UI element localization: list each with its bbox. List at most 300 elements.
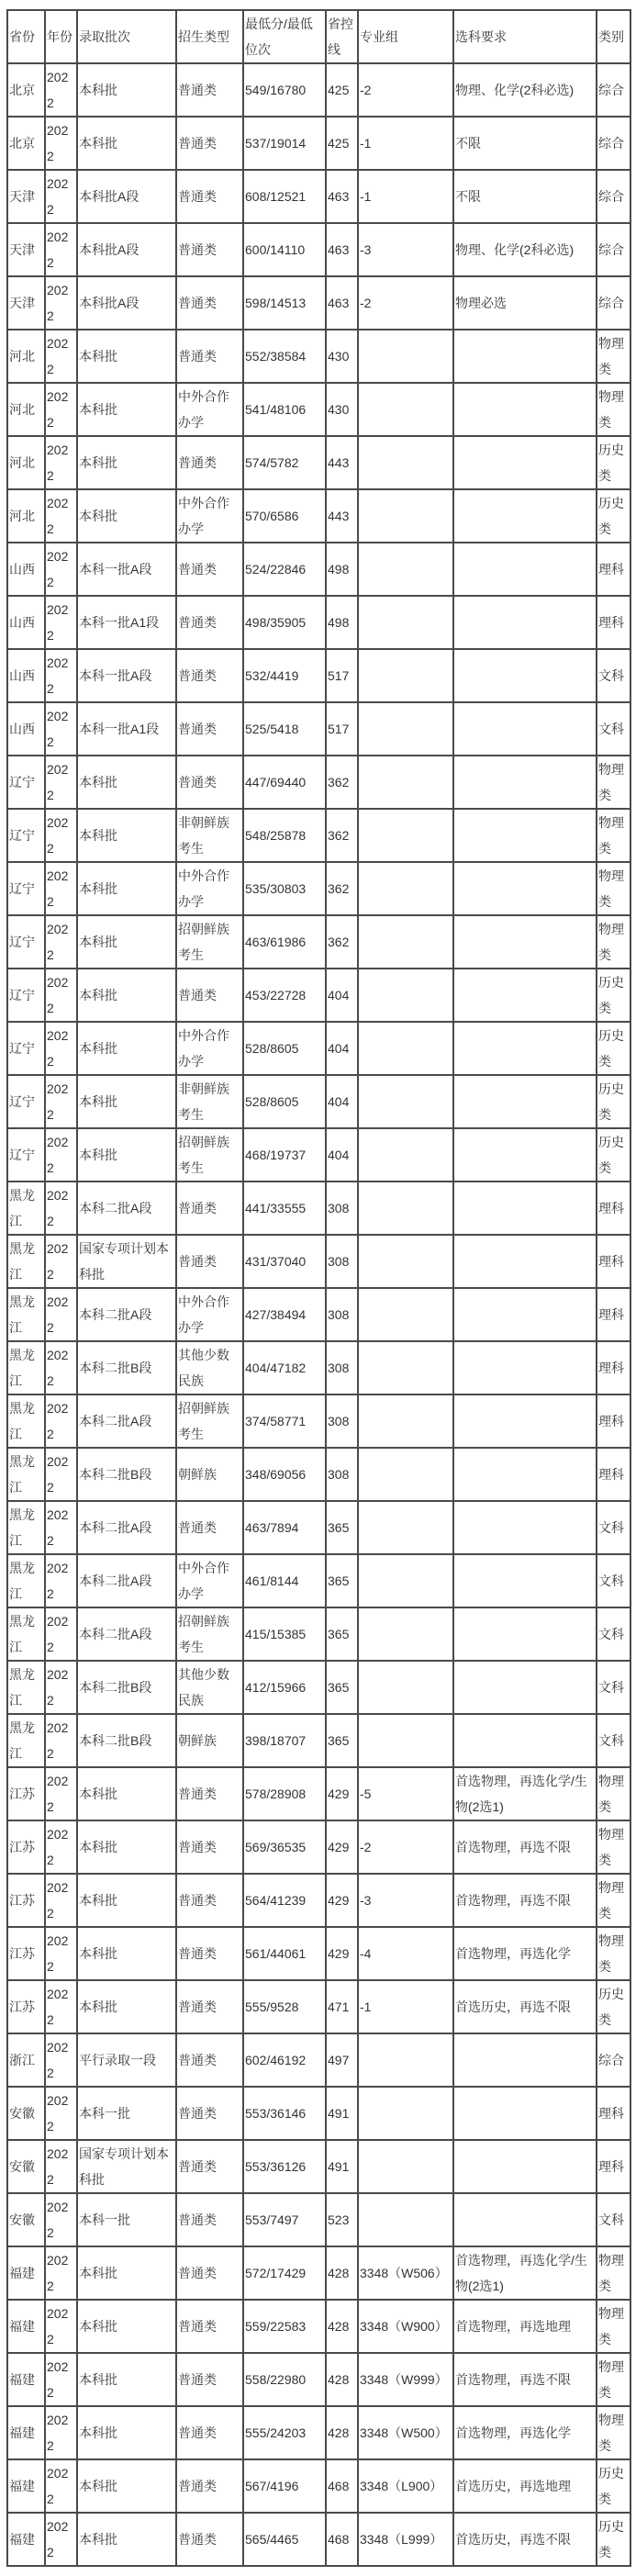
table-cell: 537/19014	[243, 117, 326, 170]
table-cell: 江苏	[7, 1980, 45, 2033]
table-cell: 430	[326, 383, 358, 436]
table-cell: 468	[326, 2459, 358, 2513]
table-cell: 普通类	[176, 702, 243, 756]
table-cell: 本科批	[77, 2513, 176, 2566]
table-row	[7, 383, 630, 436]
table-cell: 物理类	[597, 809, 630, 862]
table-cell: 中外合作办学	[176, 489, 243, 543]
table-cell: 普通类	[176, 969, 243, 1022]
table-cell: -1	[358, 170, 453, 223]
table-cell	[453, 1607, 597, 1661]
table-cell: 565/4465	[243, 2513, 326, 2566]
table-cell: 2022	[45, 1980, 77, 2033]
table-cell	[358, 543, 453, 596]
table-row	[7, 2087, 630, 2140]
table-row	[7, 1767, 630, 1820]
table-cell: 本科批	[77, 436, 176, 489]
table-cell: 本科批	[77, 489, 176, 543]
table-cell: 普通类	[176, 596, 243, 649]
table-cell: 2022	[45, 756, 77, 809]
table-cell	[358, 1288, 453, 1341]
table-cell: 天津	[7, 223, 45, 276]
table-cell: 308	[326, 1448, 358, 1501]
table-row	[7, 543, 630, 596]
table-cell	[358, 330, 453, 383]
table-cell: 本科批A段	[77, 223, 176, 276]
table-cell: 山西	[7, 596, 45, 649]
table-row	[7, 2300, 630, 2353]
table-cell: 2022	[45, 649, 77, 702]
table-cell: 理科	[597, 1182, 630, 1235]
table-cell: 物理、化学(2科必选)	[453, 63, 597, 117]
table-cell: -2	[358, 63, 453, 117]
table-cell: 541/48106	[243, 383, 326, 436]
table-cell: 首选物理，再选地理	[453, 2300, 597, 2353]
col-header-subject-requirement: 选科要求	[453, 10, 597, 63]
table-cell: 532/4419	[243, 649, 326, 702]
table-cell: 辽宁	[7, 1128, 45, 1182]
table-cell: 2022	[45, 1448, 77, 1501]
table-cell: 404	[326, 1128, 358, 1182]
table-cell: 468/19737	[243, 1128, 326, 1182]
table-cell: 428	[326, 2406, 358, 2459]
table-cell: 首选物理，再选化学	[453, 2406, 597, 2459]
table-cell	[453, 1448, 597, 1501]
table-cell: 553/7497	[243, 2193, 326, 2246]
table-cell	[453, 702, 597, 756]
table-row	[7, 223, 630, 276]
table-cell	[358, 1128, 453, 1182]
table-row	[7, 1448, 630, 1501]
table-cell: 2022	[45, 63, 77, 117]
table-cell: 文科	[597, 1501, 630, 1554]
table-cell: 本科二批A段	[77, 1554, 176, 1607]
table-cell: 412/15966	[243, 1661, 326, 1714]
table-cell: 2022	[45, 170, 77, 223]
table-cell: 安徽	[7, 2140, 45, 2193]
table-cell: -1	[358, 117, 453, 170]
table-row	[7, 2353, 630, 2406]
table-cell: 普通类	[176, 1874, 243, 1927]
table-cell	[358, 2193, 453, 2246]
table-cell: 本科批	[77, 1075, 176, 1128]
table-cell: 428	[326, 2246, 358, 2300]
table-cell: 本科批	[77, 330, 176, 383]
table-cell: 本科二批B段	[77, 1448, 176, 1501]
table-cell: 2022	[45, 1394, 77, 1448]
table-cell: 2022	[45, 862, 77, 915]
table-cell: 普通类	[176, 2459, 243, 2513]
table-cell: 普通类	[176, 543, 243, 596]
table-cell: 浙江	[7, 2033, 45, 2087]
table-cell: 首选历史，再选不限	[453, 1980, 597, 2033]
table-cell: 物理类	[597, 2353, 630, 2406]
table-cell: 524/22846	[243, 543, 326, 596]
table-cell	[358, 915, 453, 969]
table-cell: 招朝鲜族考生	[176, 915, 243, 969]
table-cell	[358, 1394, 453, 1448]
table-row	[7, 1554, 630, 1607]
table-cell: 2022	[45, 1554, 77, 1607]
table-cell: 3348（L999）	[358, 2513, 453, 2566]
table-cell: 物理类	[597, 756, 630, 809]
table-header	[7, 10, 630, 63]
admission-scores-table	[6, 9, 631, 2567]
table-cell: 608/12521	[243, 170, 326, 223]
table-cell	[453, 809, 597, 862]
table-row	[7, 596, 630, 649]
table-cell: 普通类	[176, 2033, 243, 2087]
table-cell: 理科	[597, 543, 630, 596]
table-cell: 600/14110	[243, 223, 326, 276]
table-cell: 本科二批A段	[77, 1607, 176, 1661]
table-cell: 黑龙江	[7, 1448, 45, 1501]
table-cell	[453, 1714, 597, 1767]
table-cell: 本科批	[77, 915, 176, 969]
table-cell: 本科一批A段	[77, 543, 176, 596]
table-row	[7, 489, 630, 543]
table-cell	[358, 489, 453, 543]
col-header-batch: 录取批次	[77, 10, 176, 63]
table-cell: 普通类	[176, 2193, 243, 2246]
table-cell: 普通类	[176, 1927, 243, 1980]
table-cell: 567/4196	[243, 2459, 326, 2513]
table-cell	[453, 2140, 597, 2193]
table-cell: 普通类	[176, 2087, 243, 2140]
table-cell: 398/18707	[243, 1714, 326, 1767]
table-cell: 辽宁	[7, 862, 45, 915]
table-cell: 2022	[45, 117, 77, 170]
table-cell	[453, 2193, 597, 2246]
table-cell: 本科批	[77, 2459, 176, 2513]
table-cell	[453, 543, 597, 596]
table-cell: 本科批	[77, 756, 176, 809]
table-cell: 463/61986	[243, 915, 326, 969]
table-cell: 本科批	[77, 969, 176, 1022]
table-cell: 首选物理，再选不限	[453, 1874, 597, 1927]
table-cell	[453, 436, 597, 489]
table-cell: 物理类	[597, 1820, 630, 1874]
table-row	[7, 756, 630, 809]
table-cell: 物理类	[597, 2300, 630, 2353]
table-cell: 2022	[45, 969, 77, 1022]
table-cell	[358, 2033, 453, 2087]
table-cell: 2022	[45, 1128, 77, 1182]
table-cell: 525/5418	[243, 702, 326, 756]
table-cell: 2022	[45, 809, 77, 862]
table-cell: 308	[326, 1394, 358, 1448]
table-cell: 308	[326, 1182, 358, 1235]
table-cell: 3348（W900）	[358, 2300, 453, 2353]
table-cell: 历史类	[597, 1075, 630, 1128]
table-cell	[453, 1075, 597, 1128]
table-cell: 365	[326, 1714, 358, 1767]
table-cell	[358, 756, 453, 809]
table-cell: 理科	[597, 1448, 630, 1501]
table-cell: 辽宁	[7, 809, 45, 862]
table-cell: 3348（W506）	[358, 2246, 453, 2300]
table-row	[7, 915, 630, 969]
table-cell: 中外合作办学	[176, 383, 243, 436]
table-row	[7, 170, 630, 223]
table-cell: 本科二批B段	[77, 1714, 176, 1767]
table-cell: 天津	[7, 276, 45, 330]
table-cell: 2022	[45, 2246, 77, 2300]
table-cell: 朝鲜族	[176, 1448, 243, 1501]
table-cell	[453, 1288, 597, 1341]
table-cell: 物理类	[597, 1874, 630, 1927]
table-cell: 2022	[45, 2193, 77, 2246]
table-cell: 2022	[45, 2353, 77, 2406]
table-cell: 中外合作办学	[176, 1554, 243, 1607]
table-cell	[358, 862, 453, 915]
table-cell: 辽宁	[7, 1075, 45, 1128]
table-cell: 2022	[45, 2033, 77, 2087]
table-cell: 历史类	[597, 436, 630, 489]
table-cell: 平行录取一段	[77, 2033, 176, 2087]
table-cell	[358, 1022, 453, 1075]
table-cell: 普通类	[176, 63, 243, 117]
table-cell: 528/8605	[243, 1022, 326, 1075]
table-cell: 2022	[45, 2300, 77, 2353]
table-cell: 理科	[597, 2140, 630, 2193]
table-cell	[358, 969, 453, 1022]
table-cell: 辽宁	[7, 756, 45, 809]
table-cell	[453, 2033, 597, 2087]
table-cell	[358, 1448, 453, 1501]
table-cell: 物理、化学(2科必选)	[453, 223, 597, 276]
table-cell	[453, 596, 597, 649]
table-cell: 河北	[7, 383, 45, 436]
table-cell: 历史类	[597, 969, 630, 1022]
table-cell: 498	[326, 596, 358, 649]
table-cell	[453, 1554, 597, 1607]
table-row	[7, 702, 630, 756]
table-cell: 普通类	[176, 1820, 243, 1874]
table-cell: 2022	[45, 436, 77, 489]
table-cell: 2022	[45, 1767, 77, 1820]
table-cell: 不限	[453, 170, 597, 223]
table-row	[7, 2459, 630, 2513]
table-cell: 本科批	[77, 1874, 176, 1927]
table-cell	[358, 2087, 453, 2140]
table-cell: 2022	[45, 276, 77, 330]
table-cell: 物理类	[597, 330, 630, 383]
table-cell: 理科	[597, 1394, 630, 1448]
table-cell: 历史类	[597, 2459, 630, 2513]
table-cell: 普通类	[176, 2300, 243, 2353]
table-cell: 山西	[7, 649, 45, 702]
table-cell: 其他少数民族	[176, 1661, 243, 1714]
table-cell: 不限	[453, 117, 597, 170]
table-cell: 历史类	[597, 489, 630, 543]
table-cell: 3348（W500）	[358, 2406, 453, 2459]
table-cell: 523	[326, 2193, 358, 2246]
table-cell	[358, 1501, 453, 1554]
table-cell: 北京	[7, 63, 45, 117]
table-cell: 普通类	[176, 1501, 243, 1554]
table-cell: 497	[326, 2033, 358, 2087]
table-cell: 578/28908	[243, 1767, 326, 1820]
table-cell: 辽宁	[7, 1022, 45, 1075]
table-row	[7, 1235, 630, 1288]
table-cell: 468	[326, 2513, 358, 2566]
table-cell: 中外合作办学	[176, 1288, 243, 1341]
table-cell: 本科批	[77, 1128, 176, 1182]
table-cell: 物理类	[597, 915, 630, 969]
table-cell: 物理类	[597, 1767, 630, 1820]
table-cell: 本科二批B段	[77, 1661, 176, 1714]
table-cell: 3348（W999）	[358, 2353, 453, 2406]
table-cell: 国家专项计划本科批	[77, 2140, 176, 2193]
table-body	[7, 63, 630, 2566]
table-cell: 普通类	[176, 756, 243, 809]
table-cell	[358, 596, 453, 649]
table-cell: 498	[326, 543, 358, 596]
table-cell: 362	[326, 756, 358, 809]
table-cell	[358, 649, 453, 702]
table-cell: 黑龙江	[7, 1235, 45, 1288]
col-header-enroll-type: 招生类型	[176, 10, 243, 63]
table-row	[7, 649, 630, 702]
table-row	[7, 1714, 630, 1767]
table-cell	[453, 756, 597, 809]
table-row	[7, 1075, 630, 1128]
table-cell: 黑龙江	[7, 1182, 45, 1235]
table-cell	[453, 649, 597, 702]
table-cell: 黑龙江	[7, 1661, 45, 1714]
table-cell: 362	[326, 809, 358, 862]
table-cell	[358, 1661, 453, 1714]
table-cell: 429	[326, 1927, 358, 1980]
table-cell: 429	[326, 1874, 358, 1927]
table-row	[7, 63, 630, 117]
table-cell: 普通类	[176, 436, 243, 489]
table-cell: 441/33555	[243, 1182, 326, 1235]
table-cell: 453/22728	[243, 969, 326, 1022]
table-cell: 物理类	[597, 383, 630, 436]
table-cell: 本科一批A1段	[77, 702, 176, 756]
table-cell: 河北	[7, 436, 45, 489]
table-cell: 2022	[45, 2459, 77, 2513]
table-cell: 2022	[45, 1661, 77, 1714]
table-cell	[358, 1554, 453, 1607]
table-cell: 2022	[45, 596, 77, 649]
table-cell: 2022	[45, 543, 77, 596]
table-cell: 348/69056	[243, 1448, 326, 1501]
table-cell: 365	[326, 1501, 358, 1554]
table-cell: 历史类	[597, 1980, 630, 2033]
table-cell: 首选物理，再选不限	[453, 1820, 597, 1874]
table-cell: 本科批	[77, 2300, 176, 2353]
table-cell: 374/58771	[243, 1394, 326, 1448]
table-row	[7, 1980, 630, 2033]
table-cell: 本科批	[77, 862, 176, 915]
table-row	[7, 436, 630, 489]
table-cell: 辽宁	[7, 969, 45, 1022]
table-row	[7, 1394, 630, 1448]
table-cell	[358, 1235, 453, 1288]
table-row	[7, 2193, 630, 2246]
table-cell	[453, 2087, 597, 2140]
table-cell: 招朝鲜族考生	[176, 1128, 243, 1182]
table-cell: 559/22583	[243, 2300, 326, 2353]
table-cell: 本科批	[77, 809, 176, 862]
table-cell: 569/36535	[243, 1820, 326, 1874]
table-cell: 普通类	[176, 2246, 243, 2300]
table-cell: 本科批	[77, 63, 176, 117]
table-cell: 2022	[45, 1341, 77, 1394]
table-cell	[358, 436, 453, 489]
table-cell: 429	[326, 1767, 358, 1820]
table-cell: -4	[358, 1927, 453, 1980]
table-cell: 山西	[7, 702, 45, 756]
table-cell: 429	[326, 1820, 358, 1874]
table-cell: 2022	[45, 1820, 77, 1874]
table-cell: 本科批	[77, 117, 176, 170]
table-cell: 428	[326, 2353, 358, 2406]
table-cell: 362	[326, 862, 358, 915]
table-cell: 黑龙江	[7, 1714, 45, 1767]
table-cell: 文科	[597, 1661, 630, 1714]
table-row	[7, 2406, 630, 2459]
table-cell	[358, 809, 453, 862]
table-cell: -3	[358, 223, 453, 276]
table-cell: 2022	[45, 1075, 77, 1128]
table-cell	[453, 915, 597, 969]
table-cell: 430	[326, 330, 358, 383]
table-row	[7, 2513, 630, 2566]
table-cell: -3	[358, 1874, 453, 1927]
table-cell: 物理类	[597, 1927, 630, 1980]
table-cell	[358, 1607, 453, 1661]
table-cell: 365	[326, 1607, 358, 1661]
table-cell: 黑龙江	[7, 1607, 45, 1661]
table-cell: 552/38584	[243, 330, 326, 383]
table-cell: 朝鲜族	[176, 1714, 243, 1767]
table-cell: 558/22980	[243, 2353, 326, 2406]
table-cell: 首选物理，再选化学/生物(2选1)	[453, 1767, 597, 1820]
table-cell: 362	[326, 915, 358, 969]
table-cell: 文科	[597, 702, 630, 756]
table-cell: 本科批A段	[77, 276, 176, 330]
table-cell: 理科	[597, 1341, 630, 1394]
table-cell: 本科一批	[77, 2193, 176, 2246]
table-cell: 549/16780	[243, 63, 326, 117]
table-cell: 物理类	[597, 2246, 630, 2300]
table-cell: 553/36126	[243, 2140, 326, 2193]
table-cell: 528/8605	[243, 1075, 326, 1128]
table-cell: 463/7894	[243, 1501, 326, 1554]
table-cell: 文科	[597, 1714, 630, 1767]
table-cell: 本科二批A段	[77, 1182, 176, 1235]
table-cell: 本科批	[77, 1820, 176, 1874]
table-cell: 天津	[7, 170, 45, 223]
table-cell: 福建	[7, 2246, 45, 2300]
table-cell: 555/9528	[243, 1980, 326, 2033]
col-header-province: 省份	[7, 10, 45, 63]
table-cell: 本科二批A段	[77, 1501, 176, 1554]
col-header-year: 年份	[45, 10, 77, 63]
table-cell	[453, 862, 597, 915]
table-cell: 黑龙江	[7, 1501, 45, 1554]
table-cell: 602/46192	[243, 2033, 326, 2087]
table-cell: 安徽	[7, 2087, 45, 2140]
table-cell: 招朝鲜族考生	[176, 1607, 243, 1661]
table-cell: 文科	[597, 649, 630, 702]
table-cell: 404/47182	[243, 1341, 326, 1394]
table-cell: 福建	[7, 2353, 45, 2406]
